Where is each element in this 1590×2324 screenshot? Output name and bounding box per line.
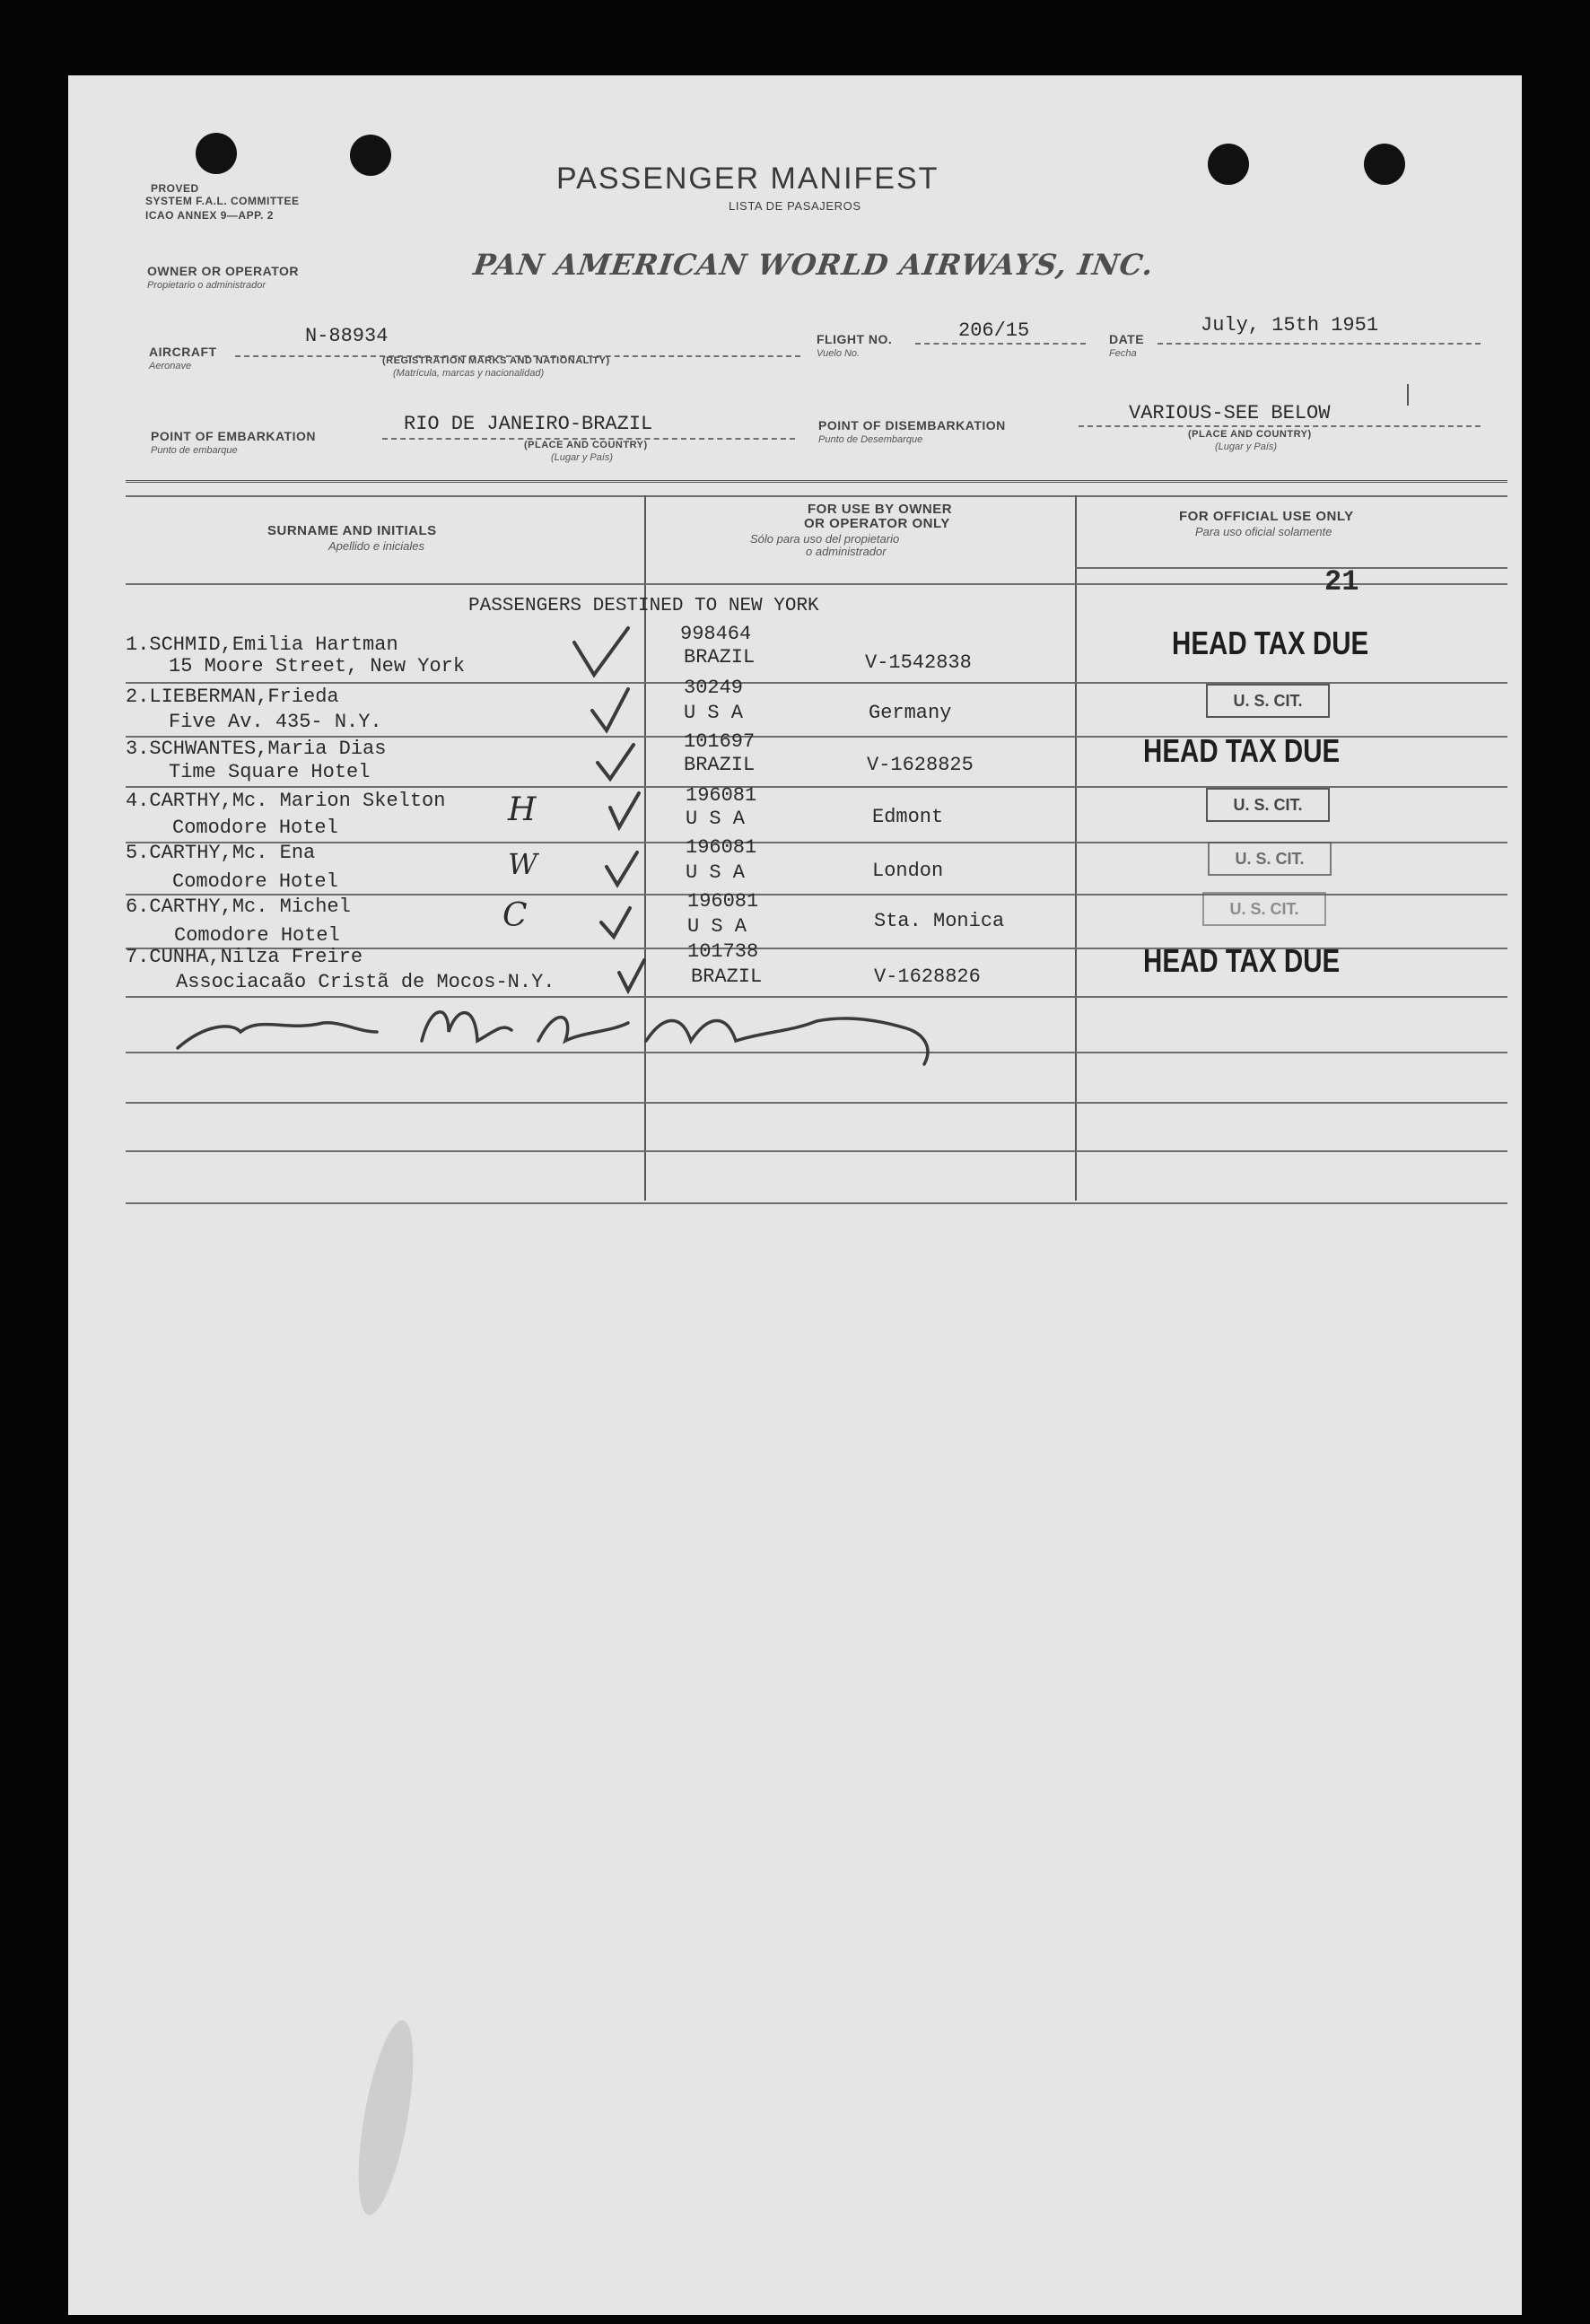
manifest-subtitle: LISTA DE PASAJEROS bbox=[729, 199, 861, 213]
passenger-address: Comodore Hotel bbox=[174, 924, 340, 947]
passenger-nationality: BRAZIL bbox=[684, 754, 756, 776]
passenger-ticket: 101697 bbox=[684, 730, 756, 753]
registration-note: (REGISTRATION MARKS AND NATIONALITY) bbox=[382, 355, 610, 366]
passenger-name: 7.CUNHA,Nilza Freire bbox=[126, 946, 363, 968]
passenger-note: V-1628825 bbox=[867, 754, 974, 776]
official-subrule bbox=[1075, 567, 1507, 569]
passenger-name: 4.CARTHY,Mc. Marion Skelton bbox=[126, 790, 446, 812]
row-rule bbox=[126, 1150, 1507, 1152]
embark-label-es: Punto de embarque bbox=[151, 445, 238, 456]
passenger-address: 15 Moore Street, New York bbox=[169, 655, 466, 677]
table-top-rule bbox=[126, 480, 1507, 483]
aircraft-label: AIRCRAFT bbox=[149, 345, 217, 359]
punch-hole bbox=[350, 135, 391, 176]
owner-label: OWNER OR OPERATOR bbox=[147, 264, 299, 278]
passenger-nationality: U S A bbox=[686, 861, 746, 884]
handwritten-mark: C bbox=[502, 897, 528, 934]
passenger-nationality: BRAZIL bbox=[691, 965, 763, 988]
date-value: July, 15th 1951 bbox=[1201, 314, 1379, 336]
official-number: 21 bbox=[1324, 565, 1359, 598]
punch-hole bbox=[1208, 144, 1249, 185]
approval-line: PROVED bbox=[151, 182, 199, 195]
col-owner-header-es: Sólo para uso del propietario bbox=[750, 532, 900, 546]
disembark-place-note-es: (Lugar y País) bbox=[1215, 441, 1278, 452]
owner-label-es: Propietario o administrador bbox=[147, 280, 266, 291]
row-rule bbox=[126, 1052, 1507, 1053]
passenger-address: Five Av. 435- N.Y. bbox=[169, 711, 382, 733]
approval-line: ICAO ANNEX 9—APP. 2 bbox=[145, 209, 274, 222]
owner-value: PAN AMERICAN WORLD AIRWAYS, INC. bbox=[471, 248, 1157, 282]
punch-hole bbox=[196, 133, 237, 174]
passenger-note: Germany bbox=[869, 702, 952, 724]
passenger-name: 5.CARTHY,Mc. Ena bbox=[126, 842, 316, 864]
passenger-ticket: 998464 bbox=[680, 623, 752, 645]
us-citizen-stamp: U. S. CIT. bbox=[1208, 842, 1332, 876]
passenger-name: 3.SCHWANTES,Maria Dias bbox=[126, 738, 387, 760]
passenger-address: Time Square Hotel bbox=[169, 761, 371, 783]
head-tax-stamp: HEAD TAX DUE bbox=[1143, 942, 1341, 979]
table-top-rule bbox=[126, 495, 1507, 497]
disembark-underline bbox=[1079, 425, 1481, 427]
disembark-value: VARIOUS-SEE BELOW bbox=[1129, 402, 1331, 424]
registration-note-es: (Matrícula, marcas y nacionalidad) bbox=[393, 368, 545, 379]
col-surname-header-es: Apellido e iniciales bbox=[328, 539, 424, 553]
passenger-note: V-1542838 bbox=[865, 651, 972, 674]
passenger-name: 6.CARTHY,Mc. Michel bbox=[126, 896, 351, 918]
row-rule bbox=[126, 996, 1507, 998]
flight-label-es: Vuelo No. bbox=[817, 348, 861, 359]
passenger-ticket: 196081 bbox=[687, 890, 759, 913]
row-rule bbox=[126, 1102, 1507, 1104]
passenger-nationality: U S A bbox=[687, 915, 747, 938]
embark-place-note-es: (Lugar y País) bbox=[551, 452, 614, 463]
passenger-ticket: 196081 bbox=[686, 836, 757, 859]
passenger-address: Associacaão Cristã de Mocos-N.Y. bbox=[176, 971, 555, 993]
col-owner-header: FOR USE BY OWNER bbox=[808, 502, 953, 517]
manifest-title: PASSENGER MANIFEST bbox=[556, 162, 939, 196]
aircraft-label-es: Aeronave bbox=[149, 361, 192, 371]
passenger-ticket: 30249 bbox=[684, 677, 744, 699]
disembark-place-note: (PLACE AND COUNTRY) bbox=[1188, 429, 1312, 440]
col-official-header-es: Para uso oficial solamente bbox=[1195, 525, 1332, 538]
section-heading: PASSENGERS DESTINED TO NEW YORK bbox=[468, 596, 819, 616]
passenger-nationality: U S A bbox=[686, 808, 746, 830]
embark-place-note: (PLACE AND COUNTRY) bbox=[524, 440, 648, 450]
header-rule bbox=[126, 583, 1507, 585]
passenger-note: London bbox=[872, 860, 944, 882]
passenger-name: 1.SCHMID,Emilia Hartman bbox=[126, 633, 398, 656]
passenger-note: Edmont bbox=[872, 806, 944, 828]
passenger-ticket: 101738 bbox=[687, 940, 759, 963]
disembark-label: POINT OF DISEMBARKATION bbox=[818, 418, 1006, 432]
head-tax-stamp: HEAD TAX DUE bbox=[1143, 732, 1341, 769]
col-owner-header: OR OPERATOR ONLY bbox=[804, 516, 950, 531]
disembark-label-es: Punto de Desembarque bbox=[818, 434, 923, 445]
date-label-es: Fecha bbox=[1109, 348, 1137, 359]
us-citizen-stamp: U. S. CIT. bbox=[1202, 892, 1326, 926]
passenger-nationality: BRAZIL bbox=[684, 646, 756, 668]
flight-underline bbox=[915, 343, 1086, 345]
handwritten-mark: W bbox=[508, 847, 537, 881]
col-official-header: FOR OFFICIAL USE ONLY bbox=[1179, 509, 1354, 524]
head-tax-stamp: HEAD TAX DUE bbox=[1172, 625, 1369, 661]
passenger-name: 2.LIEBERMAN,Frieda bbox=[126, 686, 339, 708]
margin-tick bbox=[1407, 384, 1409, 406]
passenger-note: Sta. Monica bbox=[874, 910, 1005, 932]
col-owner-header-es: o administrador bbox=[806, 545, 887, 558]
date-label: DATE bbox=[1109, 332, 1145, 346]
embark-label: POINT OF EMBARKATION bbox=[151, 429, 316, 443]
embark-value: RIO DE JANEIRO-BRAZIL bbox=[404, 413, 653, 435]
date-underline bbox=[1158, 343, 1481, 345]
us-citizen-stamp: U. S. CIT. bbox=[1206, 684, 1330, 718]
col-surname-header: SURNAME AND INITIALS bbox=[267, 523, 437, 538]
flight-value: 206/15 bbox=[958, 319, 1030, 342]
aircraft-value: N-88934 bbox=[305, 325, 389, 347]
approval-line: SYSTEM F.A.L. COMMITTEE bbox=[145, 195, 300, 207]
passenger-address: Comodore Hotel bbox=[172, 870, 338, 893]
passenger-note: V-1628826 bbox=[874, 965, 981, 988]
handwritten-mark: H bbox=[508, 791, 537, 828]
column-divider bbox=[1075, 495, 1077, 1201]
row-rule bbox=[126, 1202, 1507, 1204]
punch-hole bbox=[1364, 144, 1405, 185]
passenger-nationality: U S A bbox=[684, 702, 744, 724]
passenger-address: Comodore Hotel bbox=[172, 817, 338, 839]
us-citizen-stamp: U. S. CIT. bbox=[1206, 788, 1330, 822]
passenger-ticket: 196081 bbox=[686, 784, 757, 807]
flight-label: FLIGHT NO. bbox=[817, 332, 893, 346]
